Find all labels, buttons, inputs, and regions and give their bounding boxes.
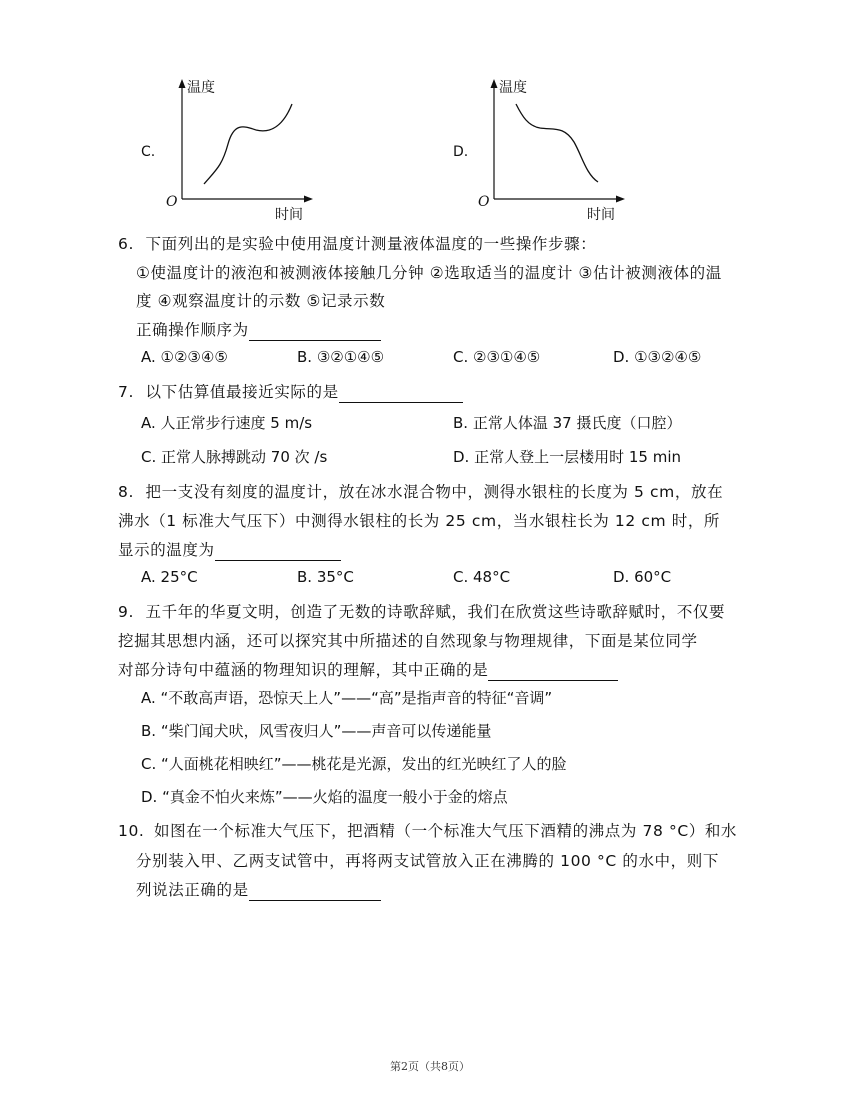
answer-blank[interactable] xyxy=(488,662,618,681)
q9-line-3 xyxy=(118,659,618,681)
answer-blank[interactable] xyxy=(215,542,341,561)
q9-option-a[interactable]: A. “不敢高声语，恐惊天上人”——“高”是指声音的特征“音调” xyxy=(141,689,553,707)
q10-line-2: 分别装入甲、乙两支试管中，再将两支试管放入正在沸腾的 100 °C 的水中，则下 xyxy=(136,852,719,870)
y-axis-arrow xyxy=(491,79,498,88)
q10-line-3 xyxy=(136,879,381,901)
option-c-label: C. xyxy=(141,144,156,160)
question-8 xyxy=(118,481,723,503)
question-9 xyxy=(118,601,725,623)
q8-line-3 xyxy=(118,539,341,561)
question-stem-line-1: 五千年的华夏文明，创造了无数的诗歌辞赋，我们在欣赏这些诗歌辞赋时，不仅要 xyxy=(145,603,726,621)
y-axis-label: 温度 xyxy=(499,80,527,96)
stem-text: 对部分诗句中蕴涵的物理知识的理解，其中正确的是 xyxy=(118,661,489,679)
q7-option-c[interactable]: C. 正常人脉搏跳动 70 次 /s xyxy=(141,448,328,466)
temperature-curve xyxy=(516,104,598,182)
question-stem-line-1: 把一支没有刻度的温度计，放在冰水混合物中，测得水银柱的长度为 5 cm，放在 xyxy=(145,483,724,501)
q8-line-2: 沸水（1 标准大气压下）中测得水银柱的长为 25 cm，当水银柱长为 12 cm 时，所 xyxy=(118,512,721,530)
question-number: 10. xyxy=(118,822,145,840)
y-axis-arrow xyxy=(179,79,186,88)
question-10 xyxy=(118,820,737,842)
prompt-text: 正确操作顺序为 xyxy=(136,321,249,339)
answer-blank[interactable] xyxy=(339,384,463,403)
question-stem: 以下估算值最接近实际的是 xyxy=(145,383,339,401)
origin-label: O xyxy=(478,194,490,210)
question-number: 6. xyxy=(118,235,134,253)
x-axis-label: 时间 xyxy=(587,207,615,223)
question-stem: 下面列出的是实验中使用温度计测量液体温度的一些操作步骤： xyxy=(145,235,597,253)
temperature-curve xyxy=(204,104,292,184)
q6-option-c[interactable]: C. ②③①④⑤ xyxy=(453,348,541,366)
origin-label: O xyxy=(166,194,178,210)
q6-prompt xyxy=(136,319,381,341)
q8-option-c[interactable]: C. 48°C xyxy=(453,568,511,586)
question-6 xyxy=(118,233,596,255)
q8-option-a[interactable]: A. 25°C xyxy=(141,568,198,586)
q8-option-d[interactable]: D. 60°C xyxy=(613,568,672,586)
q6-steps-line-1: ①使温度计的液泡和被测液体接触几分钟 ②选取适当的温度计 ③估计被测液体的温 xyxy=(136,264,722,282)
graph-c xyxy=(160,74,320,224)
q7-option-b[interactable]: B. 正常人体温 37 摄氏度（口腔） xyxy=(453,414,682,432)
question-number: 7. xyxy=(118,383,134,401)
graph-d xyxy=(472,74,632,224)
q7-option-d[interactable]: D. 正常人登上一层楼用时 15 min xyxy=(453,448,681,466)
q9-option-c[interactable]: C. “人面桃花相映红”——桃花是光源，发出的红光映红了人的脸 xyxy=(141,755,567,773)
question-number: 9. xyxy=(118,603,134,621)
q9-option-d[interactable]: D. “真金不怕火来炼”——火焰的温度一般小于金的熔点 xyxy=(141,788,508,806)
page-footer: 第2页（共8页） xyxy=(390,1060,470,1073)
x-axis-label: 时间 xyxy=(275,207,303,223)
question-7 xyxy=(118,381,463,403)
x-axis-arrow xyxy=(304,196,313,203)
question-stem-line-1: 如图在一个标准大气压下，把酒精（一个标准大气压下酒精的沸点为 78 °C）和水 xyxy=(153,822,738,840)
stem-text: 列说法正确的是 xyxy=(136,881,249,899)
q6-option-b[interactable]: B. ③②①④⑤ xyxy=(297,348,385,366)
stem-text: 显示的温度为 xyxy=(118,541,215,559)
y-axis-label: 温度 xyxy=(187,80,215,96)
q6-option-a[interactable]: A. ①②③④⑤ xyxy=(141,348,228,366)
answer-blank[interactable] xyxy=(249,882,381,901)
q6-steps-line-2: 度 ④观察温度计的示数 ⑤记录示数 xyxy=(136,292,386,310)
q7-option-a[interactable]: A. 人正常步行速度 5 m/s xyxy=(141,414,313,432)
q8-option-b[interactable]: B. 35°C xyxy=(297,568,354,586)
question-number: 8. xyxy=(118,483,134,501)
q9-option-b[interactable]: B. “柴门闻犬吠，风雪夜归人”——声音可以传递能量 xyxy=(141,722,492,740)
option-d-label: D. xyxy=(453,144,469,160)
answer-blank[interactable] xyxy=(249,322,381,341)
x-axis-arrow xyxy=(616,196,625,203)
q9-line-2: 挖掘其思想内涵，还可以探究其中所描述的自然现象与物理规律，下面是某位同学 xyxy=(118,632,698,650)
q6-option-d[interactable]: D. ①③②④⑤ xyxy=(613,348,702,366)
